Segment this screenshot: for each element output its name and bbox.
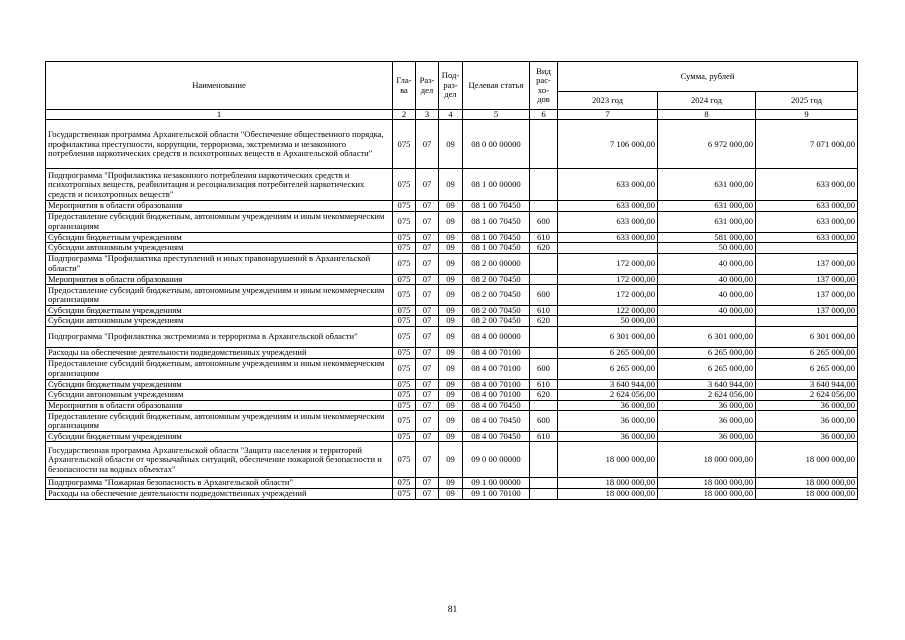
row-sum-2024: 18 000 000,00 [658,442,756,478]
row-target-article: 08 0 00 00000 [463,120,530,169]
row-sum-2023: 6 265 000,00 [558,347,658,358]
row-target-article: 08 4 00 70450 [463,411,530,432]
row-sum-2024 [658,316,756,326]
row-glava: 075 [393,285,416,306]
row-glava: 075 [393,347,416,358]
row-sum-2024: 18 000 000,00 [658,478,756,488]
table-row [46,211,858,232]
row-podrazdel: 09 [439,211,463,232]
row-expense-type [530,253,558,274]
row-expense-type: 620 [530,316,558,326]
row-target-article: 08 2 00 70450 [463,316,530,326]
row-glava: 075 [393,243,416,253]
row-podrazdel: 09 [439,306,463,316]
row-podrazdel: 09 [439,169,463,201]
row-sum-2023: 6 301 000,00 [558,326,658,347]
row-sum-2025: 2 624 056,00 [756,390,858,400]
row-sum-2024: 40 000,00 [658,285,756,306]
table-row [46,358,858,379]
row-glava: 075 [393,358,416,379]
row-sum-2023: 3 640 944,00 [558,379,658,389]
row-sum-2025: 137 000,00 [756,274,858,284]
row-name: Мероприятия в области образования [46,201,393,211]
header-glava: Гла-ва [393,62,416,110]
row-expense-type [530,326,558,347]
row-name: Субсидии бюджетным учреждениям [46,432,393,442]
row-name: Предоставление субсидий бюджетным, автономным учреждениям и иным некоммерческим организациям [46,411,393,432]
row-razdel: 07 [416,326,439,347]
row-name: Подпрограмма "Профилактика незаконного потребления наркотических средств и психотропных веществ, реабилитация и ресоциализация потребителей наркотических средств и психотропных веществ" [46,169,393,201]
row-sum-2023: 172 000,00 [558,274,658,284]
row-name: Субсидии автономным учреждениям [46,316,393,326]
table-row [46,285,858,306]
row-target-article: 09 1 00 00000 [463,478,530,488]
row-sum-2024: 581 000,00 [658,232,756,242]
row-sum-2023: 172 000,00 [558,253,658,274]
row-name: Предоставление субсидий бюджетным, автономным учреждениям и иным некоммерческим организациям [46,211,393,232]
row-target-article: 08 4 00 70100 [463,347,530,358]
row-target-article: 08 4 00 70100 [463,379,530,389]
row-glava: 075 [393,432,416,442]
row-razdel: 07 [416,285,439,306]
row-sum-2024: 36 000,00 [658,400,756,410]
column-number: 2 [393,110,416,120]
row-name: Субсидии бюджетным учреждениям [46,232,393,242]
row-razdel: 07 [416,432,439,442]
row-glava: 075 [393,169,416,201]
row-sum-2023: 633 000,00 [558,211,658,232]
column-number: 8 [658,110,756,120]
row-razdel: 07 [416,243,439,253]
row-podrazdel: 09 [439,201,463,211]
row-podrazdel: 09 [439,411,463,432]
row-razdel: 07 [416,347,439,358]
row-target-article: 08 1 00 70450 [463,243,530,253]
row-expense-type [530,488,558,499]
row-razdel: 07 [416,316,439,326]
row-sum-2024: 631 000,00 [658,169,756,201]
row-target-article: 08 4 00 70450 [463,400,530,410]
row-expense-type: 600 [530,358,558,379]
row-glava: 075 [393,488,416,499]
row-name: Субсидии бюджетным учреждениям [46,306,393,316]
row-glava: 075 [393,379,416,389]
row-razdel: 07 [416,478,439,488]
table-row [46,347,858,358]
table-row [46,379,858,389]
row-podrazdel: 09 [439,274,463,284]
row-target-article: 08 2 00 70450 [463,274,530,284]
table-row [46,478,858,488]
row-sum-2023: 18 000 000,00 [558,488,658,499]
row-sum-2024: 631 000,00 [658,211,756,232]
row-razdel: 07 [416,120,439,169]
row-sum-2025: 3 640 944,00 [756,379,858,389]
row-podrazdel: 09 [439,400,463,410]
row-sum-2025: 6 265 000,00 [756,358,858,379]
row-razdel: 07 [416,358,439,379]
row-expense-type: 610 [530,432,558,442]
header-vid: Вид рас-хо-дов [530,62,558,110]
row-podrazdel: 09 [439,432,463,442]
row-target-article: 08 4 00 70100 [463,358,530,379]
row-expense-type: 610 [530,379,558,389]
row-podrazdel: 09 [439,316,463,326]
row-sum-2024: 40 000,00 [658,253,756,274]
table-row [46,232,858,242]
row-expense-type: 600 [530,211,558,232]
row-name: Субсидии автономным учреждениям [46,390,393,400]
header-podrazdel: Под-раз-дел [439,62,463,110]
row-sum-2025: 36 000,00 [756,400,858,410]
row-sum-2025 [756,243,858,253]
row-sum-2024: 50 000,00 [658,243,756,253]
row-sum-2025: 36 000,00 [756,432,858,442]
row-sum-2025: 633 000,00 [756,201,858,211]
row-name: Мероприятия в области образования [46,400,393,410]
row-razdel: 07 [416,442,439,478]
row-sum-2025: 633 000,00 [756,169,858,201]
row-sum-2024: 6 301 000,00 [658,326,756,347]
row-name: Государственная программа Архангельской области "Обеспечение общественного порядка, профилактика преступности, коррупции, терроризма, экстремизма и незаконного потребления наркотических средств и психотропных веществ в Архангельской области" [46,120,393,169]
row-glava: 075 [393,120,416,169]
row-target-article: 08 1 00 70450 [463,201,530,211]
table-row [46,201,858,211]
column-number: 4 [439,110,463,120]
row-expense-type [530,201,558,211]
row-sum-2023: 6 265 000,00 [558,358,658,379]
row-sum-2025: 137 000,00 [756,285,858,306]
row-name: Подпрограмма "Пожарная безопасность в Архангельской области" [46,478,393,488]
column-number: 7 [558,110,658,120]
header-sum: Сумма, рублей [558,62,858,92]
header-2024: 2024 год [658,92,756,110]
column-number: 6 [530,110,558,120]
row-sum-2023: 633 000,00 [558,201,658,211]
row-expense-type: 600 [530,285,558,306]
row-name: Расходы на обеспечение деятельности подведомственных учреждений [46,347,393,358]
column-number-row [46,110,858,120]
row-podrazdel: 09 [439,488,463,499]
row-target-article: 08 4 00 70100 [463,390,530,400]
row-podrazdel: 09 [439,379,463,389]
row-glava: 075 [393,390,416,400]
column-number: 1 [46,110,393,120]
table-row [46,316,858,326]
row-sum-2024: 40 000,00 [658,274,756,284]
row-sum-2025: 7 071 000,00 [756,120,858,169]
row-name: Мероприятия в области образования [46,274,393,284]
row-sum-2023: 172 000,00 [558,285,658,306]
row-razdel: 07 [416,232,439,242]
row-sum-2024: 3 640 944,00 [658,379,756,389]
row-razdel: 07 [416,400,439,410]
row-expense-type [530,442,558,478]
row-glava: 075 [393,400,416,410]
row-name: Предоставление субсидий бюджетным, автономным учреждениям и иным некоммерческим организациям [46,358,393,379]
row-target-article: 09 1 00 70100 [463,488,530,499]
row-sum-2023: 7 106 000,00 [558,120,658,169]
row-podrazdel: 09 [439,120,463,169]
row-sum-2025: 18 000 000,00 [756,478,858,488]
table-row [46,274,858,284]
column-number: 5 [463,110,530,120]
table-row [46,243,858,253]
header-2025: 2025 год [756,92,858,110]
row-razdel: 07 [416,211,439,232]
row-sum-2025: 633 000,00 [756,211,858,232]
table-row [46,253,858,274]
table-row [46,390,858,400]
row-name: Субсидии бюджетным учреждениям [46,379,393,389]
row-expense-type: 620 [530,243,558,253]
row-expense-type: 610 [530,232,558,242]
row-sum-2025: 137 000,00 [756,253,858,274]
row-sum-2023: 122 000,00 [558,306,658,316]
row-podrazdel: 09 [439,347,463,358]
row-sum-2025: 6 265 000,00 [756,347,858,358]
row-name: Предоставление субсидий бюджетным, автономным учреждениям и иным некоммерческим организациям [46,285,393,306]
header-target: Целевая статья [463,62,530,110]
row-razdel: 07 [416,201,439,211]
row-target-article: 09 0 00 00000 [463,442,530,478]
row-razdel: 07 [416,390,439,400]
row-glava: 075 [393,211,416,232]
budget-table [45,61,858,500]
row-podrazdel: 09 [439,326,463,347]
row-sum-2023: 36 000,00 [558,432,658,442]
header-name: Наименование [46,62,393,110]
row-expense-type [530,400,558,410]
row-glava: 075 [393,326,416,347]
row-razdel: 07 [416,169,439,201]
row-expense-type [530,169,558,201]
header-2023: 2023 год [558,92,658,110]
page-number: 81 [447,605,458,615]
row-expense-type [530,274,558,284]
row-name: Расходы на обеспечение деятельности подведомственных учреждений [46,488,393,499]
row-sum-2025: 633 000,00 [756,232,858,242]
row-sum-2025 [756,316,858,326]
row-sum-2025: 137 000,00 [756,306,858,316]
row-target-article: 08 4 00 00000 [463,326,530,347]
row-target-article: 08 2 00 00000 [463,253,530,274]
table-row [46,306,858,316]
row-target-article: 08 1 00 70450 [463,211,530,232]
row-glava: 075 [393,253,416,274]
row-sum-2025: 36 000,00 [756,411,858,432]
row-glava: 075 [393,442,416,478]
table-row [46,432,858,442]
row-podrazdel: 09 [439,243,463,253]
row-sum-2024: 6 265 000,00 [658,347,756,358]
row-sum-2025: 18 000 000,00 [756,442,858,478]
row-podrazdel: 09 [439,253,463,274]
row-name: Подпрограмма "Профилактика экстремизма и терроризма в Архангельской области" [46,326,393,347]
row-razdel: 07 [416,379,439,389]
row-podrazdel: 09 [439,358,463,379]
row-sum-2023: 36 000,00 [558,400,658,410]
row-glava: 075 [393,201,416,211]
row-expense-type: 610 [530,306,558,316]
row-sum-2023: 2 624 056,00 [558,390,658,400]
row-sum-2023: 633 000,00 [558,232,658,242]
row-razdel: 07 [416,306,439,316]
row-glava: 075 [393,274,416,284]
row-target-article: 08 1 00 00000 [463,169,530,201]
row-podrazdel: 09 [439,285,463,306]
row-podrazdel: 09 [439,232,463,242]
row-podrazdel: 09 [439,478,463,488]
table-row [46,411,858,432]
row-glava: 075 [393,478,416,488]
row-sum-2023: 50 000,00 [558,316,658,326]
row-sum-2023: 18 000 000,00 [558,478,658,488]
row-razdel: 07 [416,488,439,499]
row-razdel: 07 [416,253,439,274]
table-row [46,400,858,410]
row-expense-type: 600 [530,411,558,432]
row-expense-type [530,478,558,488]
row-razdel: 07 [416,411,439,432]
row-sum-2023 [558,243,658,253]
row-expense-type [530,120,558,169]
row-name: Субсидии автономным учреждениям [46,243,393,253]
row-target-article: 08 2 00 70450 [463,306,530,316]
row-glava: 075 [393,232,416,242]
column-number: 3 [416,110,439,120]
row-name: Государственная программа Архангельской области "Защита населения и территорий Архангельской области от чрезвычайных ситуаций, обеспечение пожарной безопасности и безопасности на водных объектах" [46,442,393,478]
row-target-article: 08 4 00 70450 [463,432,530,442]
table-row [46,442,858,478]
row-razdel: 07 [416,274,439,284]
row-sum-2025: 6 301 000,00 [756,326,858,347]
row-sum-2024: 6 265 000,00 [658,358,756,379]
row-sum-2023: 18 000 000,00 [558,442,658,478]
row-sum-2024: 36 000,00 [658,432,756,442]
table-row [46,326,858,347]
row-expense-type [530,347,558,358]
row-sum-2023: 633 000,00 [558,169,658,201]
table-row [46,120,858,169]
row-sum-2025: 18 000 000,00 [756,488,858,499]
header-razdel: Раз-дел [416,62,439,110]
row-sum-2023: 36 000,00 [558,411,658,432]
row-sum-2024: 6 972 000,00 [658,120,756,169]
row-glava: 075 [393,411,416,432]
row-sum-2024: 40 000,00 [658,306,756,316]
row-sum-2024: 18 000 000,00 [658,488,756,499]
row-sum-2024: 36 000,00 [658,411,756,432]
row-glava: 075 [393,306,416,316]
row-name: Подпрограмма "Профилактика преступлений и иных правонарушений в Архангельской области" [46,253,393,274]
row-sum-2024: 2 624 056,00 [658,390,756,400]
budget-document [45,61,857,500]
row-sum-2024: 631 000,00 [658,201,756,211]
table-row [46,488,858,499]
column-number: 9 [756,110,858,120]
row-glava: 075 [393,316,416,326]
table-body [46,120,858,499]
row-expense-type: 620 [530,390,558,400]
row-target-article: 08 2 00 70450 [463,285,530,306]
row-podrazdel: 09 [439,442,463,478]
row-podrazdel: 09 [439,390,463,400]
row-target-article: 08 1 00 70450 [463,232,530,242]
table-row [46,169,858,201]
